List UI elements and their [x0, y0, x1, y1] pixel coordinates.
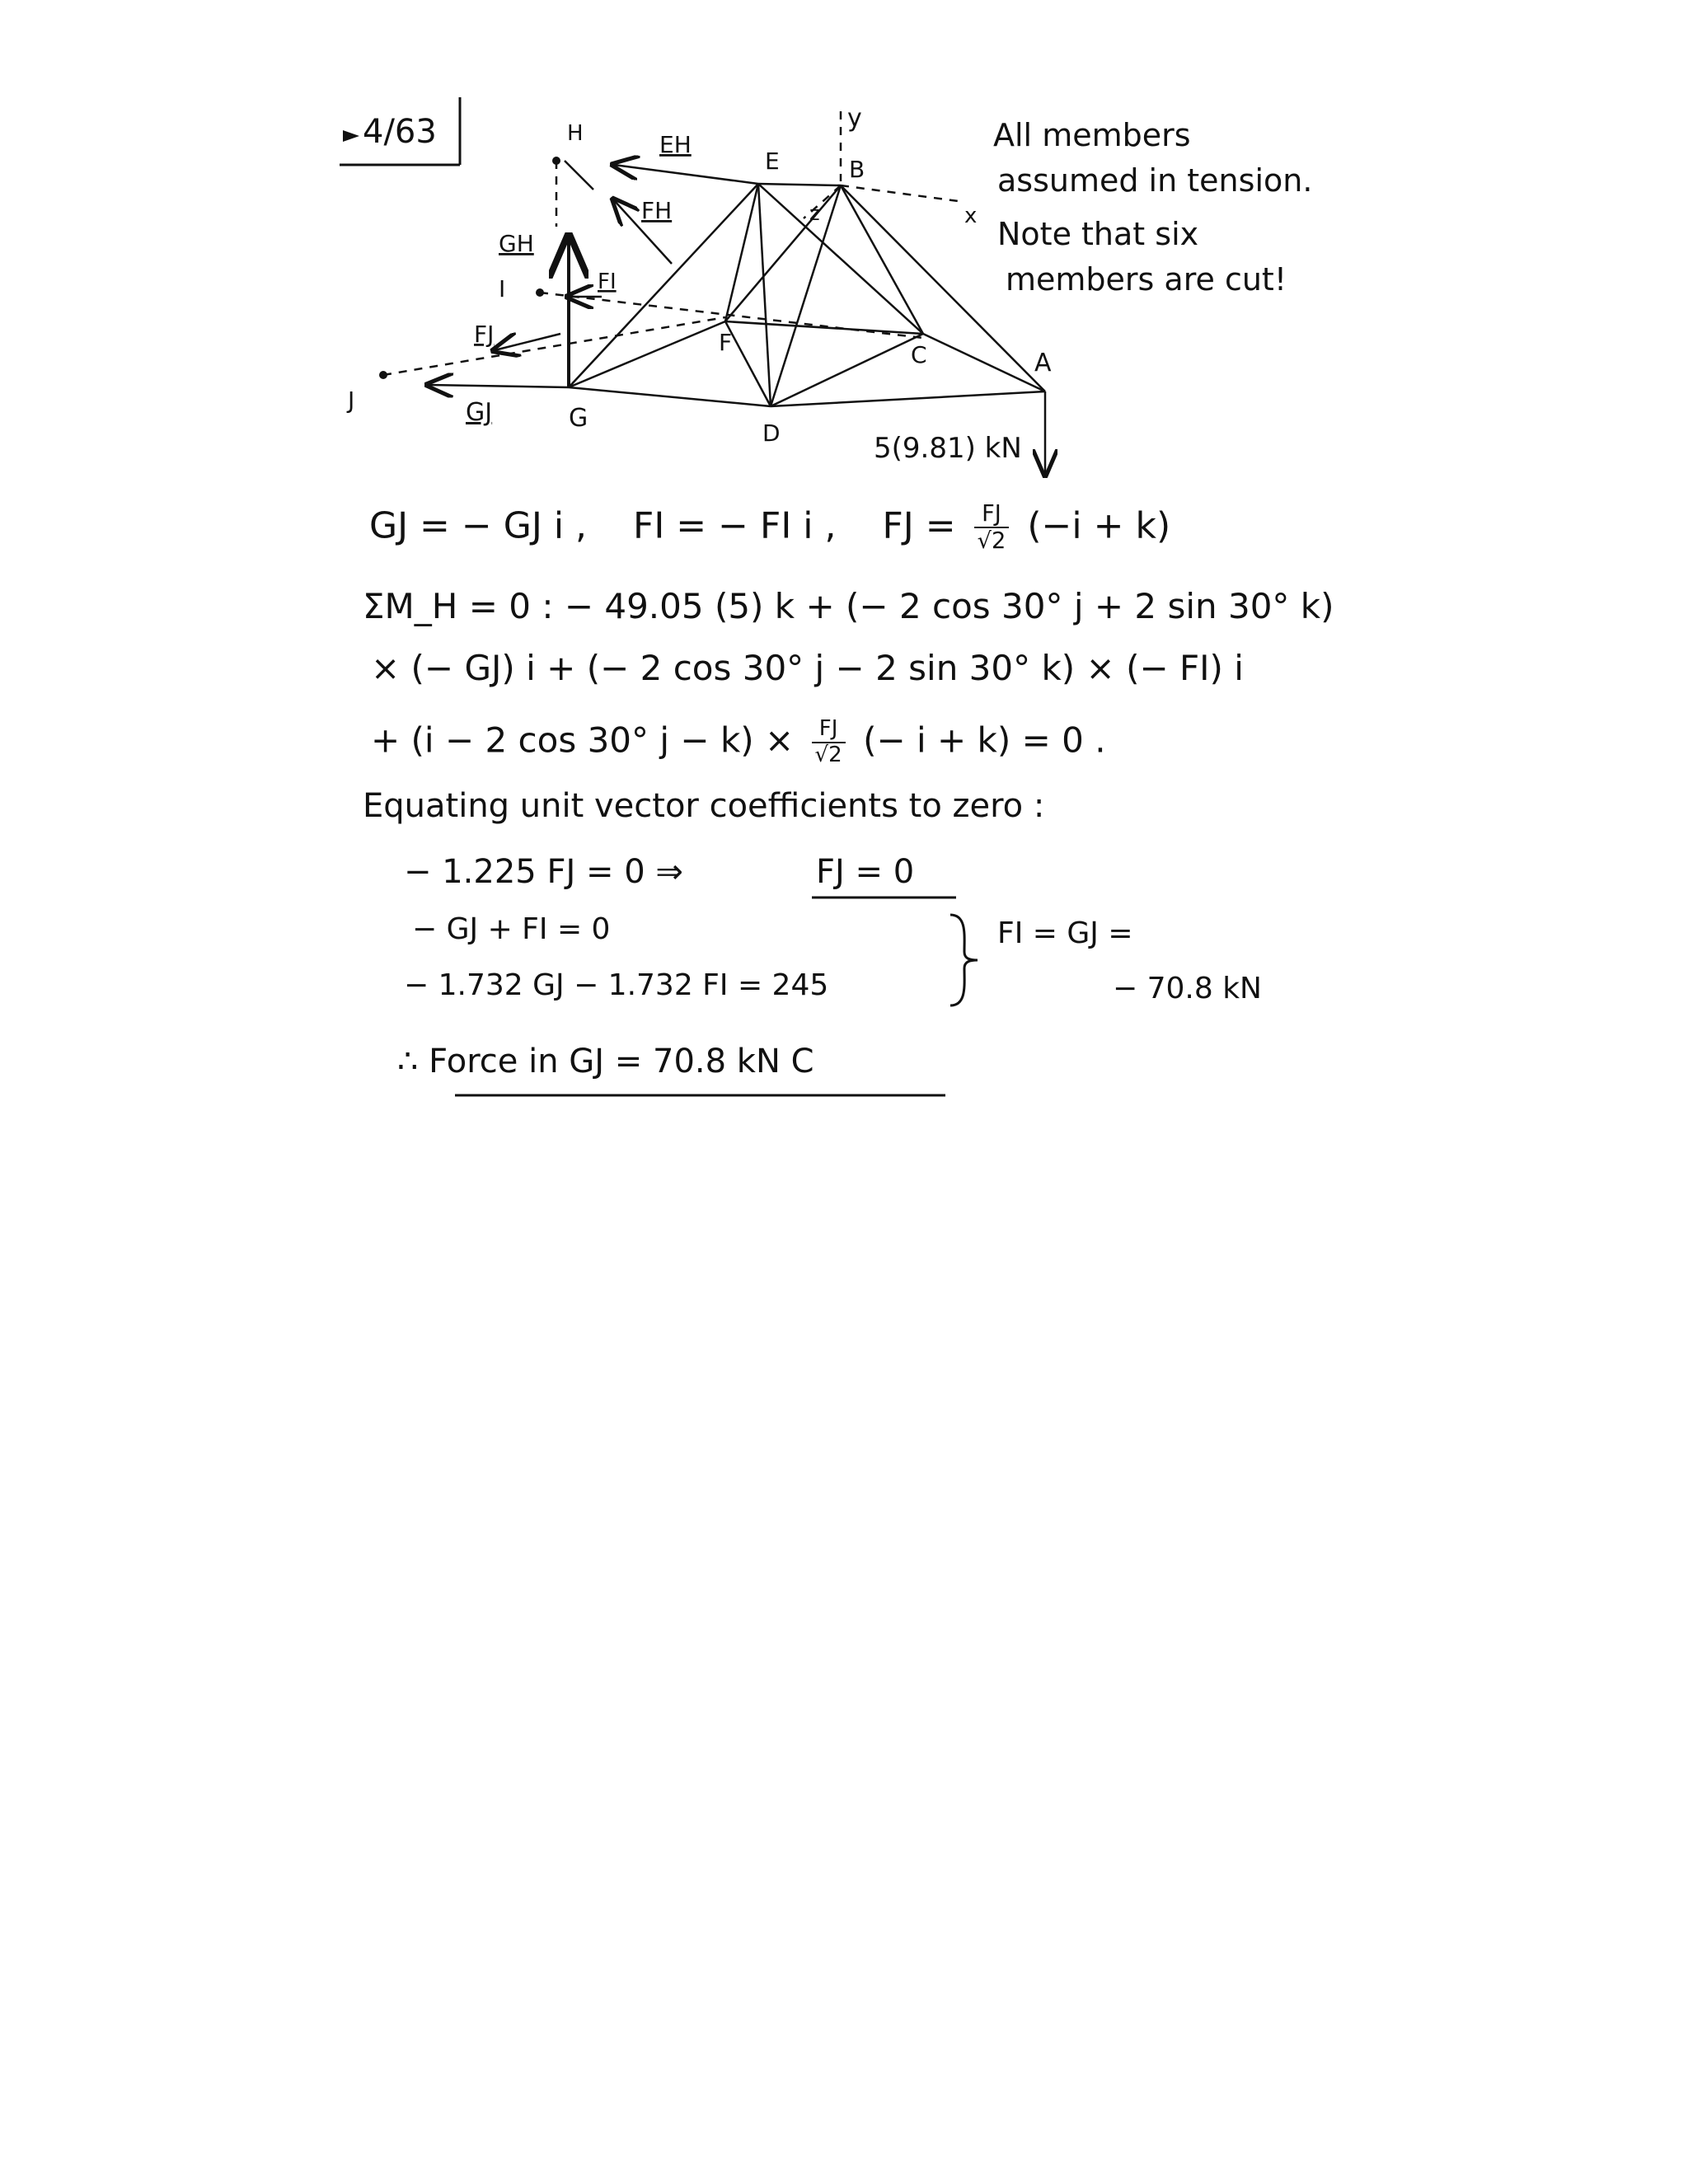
j-f-dashed-line	[383, 317, 725, 375]
moment-equation-line-2: × (− GJ) i + (− 2 cos 30° j − 2 sin 30° k) × (− FI) i	[371, 648, 1244, 688]
eq-fj-lhs: FJ =	[882, 504, 956, 547]
solution-line-1: FI = GJ =	[997, 916, 1133, 950]
x-axis	[841, 185, 964, 202]
final-answer: ∴ Force in GJ = 70.8 kN C	[397, 1043, 814, 1080]
joint-label-i: I	[499, 275, 506, 302]
eq-fj-frac-num: FJ	[974, 501, 1010, 528]
load-label: 5(9.81) kN	[874, 432, 1022, 465]
solution-line-2: − 70.8 kN	[1113, 972, 1262, 1005]
moment-equation-line-3	[371, 717, 1106, 768]
axis-label-x: x	[964, 204, 978, 228]
moment-equation-line-1: ΣM_H = 0 : − 49.05 (5) k + (− 2 cos 30° j + 2 sin 30° k)	[363, 586, 1334, 626]
force-label-fj: FJ	[474, 321, 495, 348]
joint-j-dot	[379, 371, 387, 379]
force-label-gj: GJ	[466, 398, 493, 427]
gj-arrow	[429, 385, 569, 387]
result-fj-equation: − 1.225 FJ = 0 ⇒	[404, 853, 683, 891]
moment-line-3-post: (− i + k) = 0 .	[863, 719, 1106, 761]
note-line-1: All members	[993, 117, 1191, 153]
joint-label-f: F	[719, 329, 733, 356]
result-fj-value: FJ = 0	[816, 853, 915, 891]
force-label-fh: FH	[641, 197, 673, 224]
problem-number: 4/63	[363, 113, 437, 151]
note-line-4: members are cut!	[1006, 261, 1287, 298]
truss-diagram	[330, 95, 1071, 490]
force-label-fi: FI	[598, 269, 617, 294]
force-label-eh: EH	[659, 131, 692, 158]
joint-label-b: B	[849, 156, 865, 183]
axis-label-y: y	[847, 104, 862, 133]
moment-line-3-pre: + (i − 2 cos 30° j − k) ×	[371, 719, 795, 761]
joint-i-dot	[536, 288, 544, 297]
eq-gj-vector: GJ = − GJ i ,	[369, 504, 588, 547]
result-equation-2: − GJ + FI = 0	[412, 912, 611, 946]
moment-frac-num: FJ	[812, 717, 846, 743]
note-line-3: Note that six	[997, 216, 1199, 252]
equating-line: Equating unit vector coefficients to zero :	[363, 787, 1045, 825]
joint-label-d: D	[762, 419, 781, 447]
eh-arrow	[614, 165, 758, 184]
eq-fj-vector: (−i + k)	[1027, 504, 1171, 547]
axis-label-z: z	[809, 202, 820, 225]
force-label-gh: GH	[499, 230, 534, 257]
joint-label-e: E	[765, 148, 780, 175]
system-brace	[946, 911, 983, 1010]
fj-result-underline	[812, 894, 956, 901]
joint-label-a: A	[1034, 349, 1052, 377]
equation-vectors-line	[369, 501, 1170, 555]
fj-arrow	[495, 334, 560, 350]
result-equation-3: − 1.732 GJ − 1.732 FI = 245	[404, 968, 829, 1002]
eq-fj-frac-den: √2	[977, 528, 1006, 555]
joint-h-dot	[552, 157, 560, 165]
final-answer-underline	[455, 1092, 945, 1099]
note-line-2: assumed in tension.	[997, 162, 1313, 199]
eq-fi-vector: FI = − FI i ,	[633, 504, 837, 547]
moment-frac-den: √2	[814, 742, 842, 767]
joint-label-j: J	[348, 387, 355, 414]
joint-label-h: H	[567, 121, 584, 146]
joint-label-g: G	[569, 404, 588, 433]
joint-label-c: C	[911, 341, 927, 368]
